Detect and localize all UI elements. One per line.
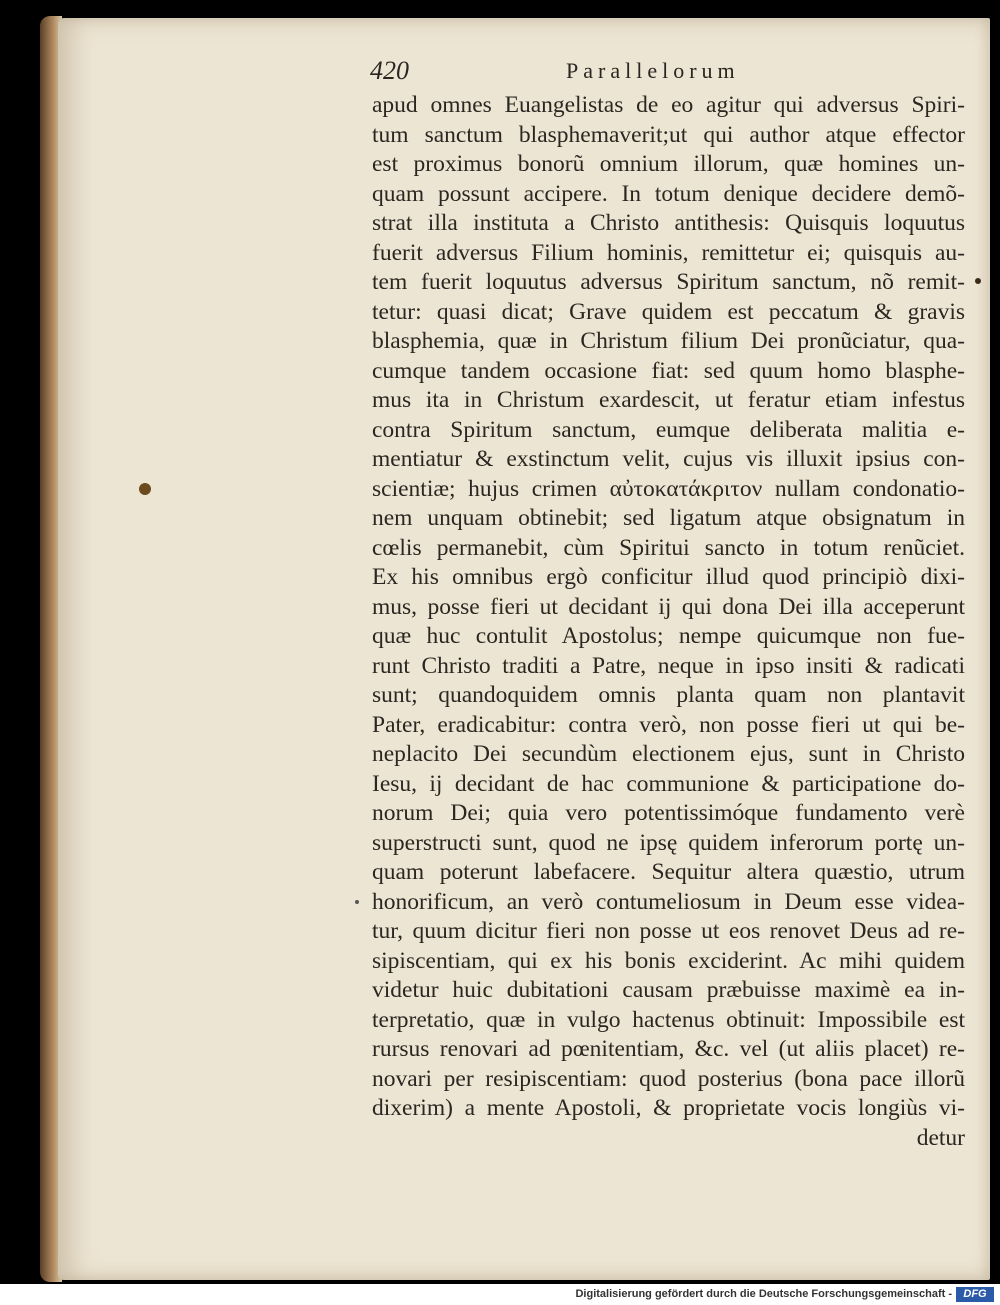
funding-credit: Digitalisierung gefördert durch die Deutsche Forschungsgemeinschaft - <box>575 1288 952 1300</box>
text-line: cœlis permanebit, cùm Spiritui sancto in totum renũciet. <box>372 534 965 561</box>
text-line: terpretatio, quæ in vulgo hactenus obtinuit: Impossibile est <box>372 1006 965 1033</box>
ink-stain <box>139 483 151 495</box>
text-line: runt Christo traditi a Patre, neque in ipso insiti & radicati <box>372 652 965 679</box>
text-line: tum sanctum blasphemaverit;ut qui author atque effector <box>372 121 965 148</box>
text-line: norum Dei; quia vero potentissimóque fundamento verè <box>372 800 965 826</box>
text-line: quam possunt accipere. In totum denique decidere demõ- <box>372 180 965 207</box>
digitization-footer <box>0 1284 1000 1305</box>
margin-mark <box>355 900 359 904</box>
page-number: 420 <box>370 56 409 85</box>
text-line: blasphemia, quæ in Christum filium Dei pronũciatur, qua- <box>372 328 965 354</box>
text-line: neplacito Dei secundùm electionem ejus, sunt in Christo <box>372 741 965 767</box>
text-line: quam poterunt labefacere. Sequitur altera quæstio, utrum <box>372 859 965 885</box>
text-line: cumque tandem occasione fiat: sed quum homo blasphe- <box>372 357 965 384</box>
text-line: novari per resipiscentiam: quod posterius (bona pace illorũ <box>372 1065 965 1092</box>
text-line: videtur huic dubitationi causam præbuisse maximè ea in- <box>372 977 965 1003</box>
body-text <box>372 91 965 1153</box>
dfg-logo: DFG <box>956 1287 994 1302</box>
text-line: quæ huc contulit Apostolus; nempe quicumque non fue- <box>372 623 965 649</box>
text-line: fuerit adversus Filium hominis, remittetur ei; quisquis au- <box>372 239 965 266</box>
text-line: mus ita in Christum exardescit, ut feratur etiam infestus <box>372 387 965 413</box>
text-line: detur <box>916 1124 965 1151</box>
text-line: scientiæ; hujus crimen αὐτοκατάκριτον nullam condonatio- <box>372 475 965 502</box>
text-line: tetur: quasi dicat; Grave quidem est peccatum & gravis <box>372 298 965 325</box>
text-line: Iesu, ij decidant de hac communione & participatione do- <box>372 770 965 797</box>
text-line: mus, posse fieri ut decidant ij qui dona Dei illa acceperunt <box>372 593 965 620</box>
text-line: apud omnes Euangelistas de eo agitur qui adversus Spiri- <box>372 92 965 118</box>
text-line: Ex his omnibus ergò conficitur illud quod principiò dixi- <box>372 564 965 590</box>
text-line: contra Spiritum sanctum, eumque deliberata malitia e- <box>372 416 965 443</box>
text-line: Pater, eradicabitur: contra verò, non posse fieri ut qui be- <box>372 711 965 738</box>
text-line: mentiatur & exstinctum velit, cujus vis illuxit ipsius con- <box>372 446 965 472</box>
text-line: strat illa instituta a Christo antithesis: Quisquis loquutus <box>372 210 965 236</box>
text-line: superstructi sunt, quod ne ipsę quidem inferorum portę un- <box>372 829 965 856</box>
text-line: sunt; quandoquidem omnis planta quam non plantavit <box>372 682 965 708</box>
text-line: sipiscentiam, qui ex his bonis exciderint. Ac mihi quidem <box>372 947 965 974</box>
text-line: nem unquam obtinebit; sed ligatum atque obsignatum in <box>372 505 965 531</box>
text-line: dixerim) a mente Apostoli, & proprietate vocis longiùs vi- <box>372 1095 965 1121</box>
text-line: rursus renovari ad pœnitentiam, &c. vel (ut aliis placet) re- <box>372 1036 965 1062</box>
running-head: Parallelorum <box>566 58 740 83</box>
page-header <box>370 56 840 86</box>
text-line: est proximus bonorũ omnium illorum, quæ homines un- <box>372 151 965 177</box>
ink-stain <box>975 278 981 284</box>
text-line: tem fuerit loquutus adversus Spiritum sanctum, nõ remit- <box>372 269 965 295</box>
text-line: tur, quum dicitur fieri non posse ut eos renovet Deus ad re- <box>372 918 965 944</box>
text-line: honorificum, an verò contumeliosum in Deum esse videa- <box>372 888 965 915</box>
